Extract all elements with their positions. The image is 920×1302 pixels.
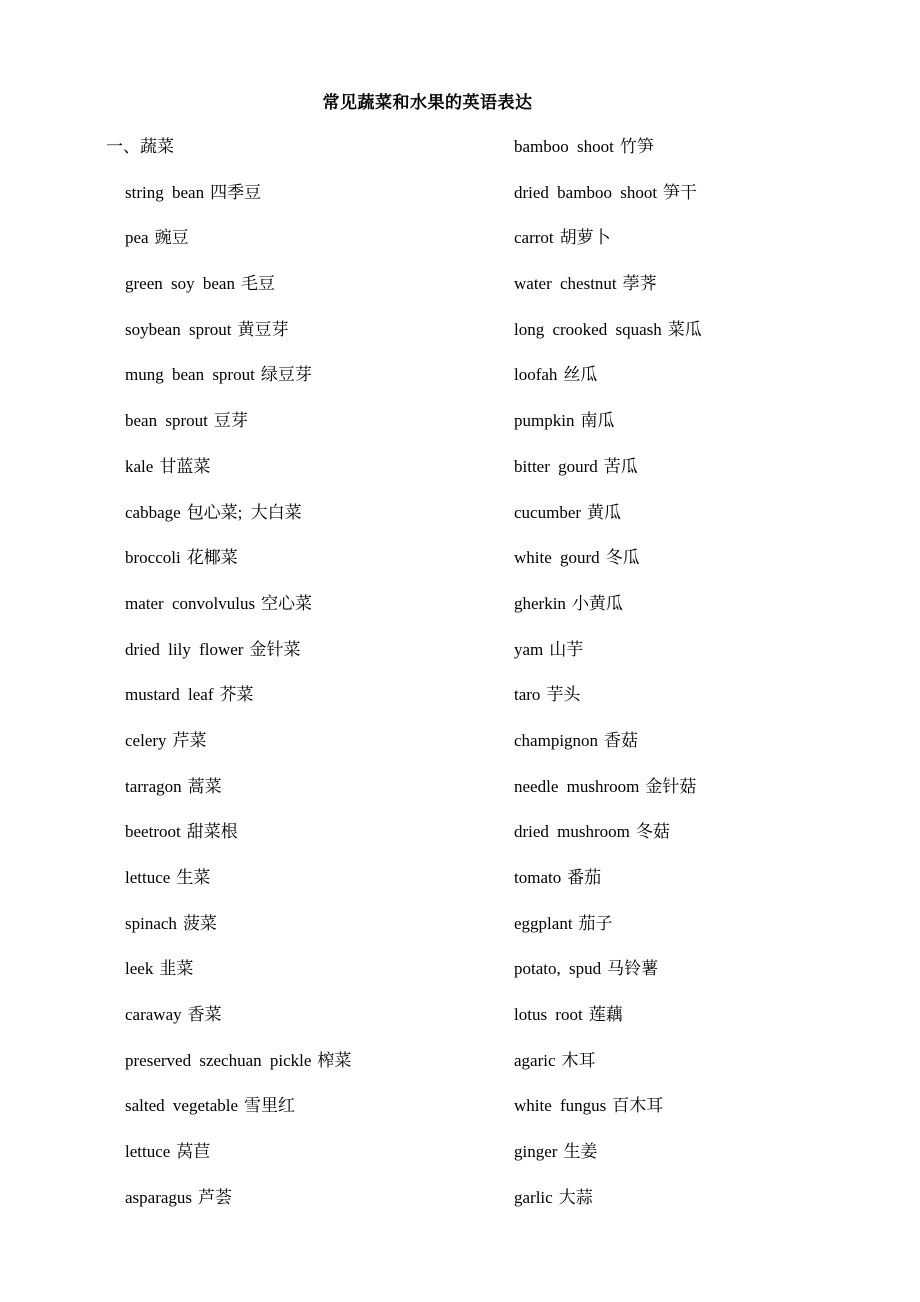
vocab-entry xyxy=(106,773,496,819)
english-term: yam xyxy=(514,639,544,659)
vocab-entry xyxy=(106,727,496,773)
chinese-term: 小黄瓜 xyxy=(571,593,623,613)
vocab-entry xyxy=(514,910,894,956)
vocab-entry xyxy=(106,361,496,407)
english-term: white gourd xyxy=(514,548,600,568)
chinese-term: 菠菜 xyxy=(182,913,217,933)
english-term: agaric xyxy=(514,1050,556,1070)
vocab-entry xyxy=(514,636,894,682)
chinese-term: 丝瓜 xyxy=(563,365,598,385)
vocab-entry xyxy=(514,316,894,362)
chinese-term: 木耳 xyxy=(561,1050,596,1070)
chinese-term: 荸荠 xyxy=(622,274,657,294)
chinese-term: 黄豆芽 xyxy=(237,319,289,339)
vocab-entry xyxy=(106,910,496,956)
chinese-term: 韭菜 xyxy=(159,959,194,979)
vocab-entry xyxy=(514,955,894,1001)
chinese-term: 包心菜; 大白菜 xyxy=(186,502,302,522)
english-term: taro xyxy=(514,685,541,705)
english-term: ginger xyxy=(514,1142,558,1162)
chinese-term: 芥菜 xyxy=(219,685,254,705)
chinese-term: 金针菇 xyxy=(645,776,697,796)
vocab-entry xyxy=(514,773,894,819)
english-term: garlic xyxy=(514,1187,553,1207)
chinese-term: 竹笋 xyxy=(619,137,654,156)
chinese-term: 南瓜 xyxy=(580,411,615,431)
chinese-term: 花椰菜 xyxy=(186,548,238,568)
vocab-entry xyxy=(514,681,894,727)
right-column xyxy=(514,133,894,1230)
vocab-entry xyxy=(106,1184,496,1230)
vocab-entry xyxy=(514,544,894,590)
vocab-entry xyxy=(514,1047,894,1093)
chinese-term: 空心菜 xyxy=(261,593,313,613)
vocab-entry xyxy=(106,453,496,499)
english-term: tomato xyxy=(514,868,562,887)
vocab-entry xyxy=(514,270,894,316)
chinese-term: 香菇 xyxy=(604,730,639,750)
english-term: pea xyxy=(125,228,149,248)
english-term: tarragon xyxy=(125,776,182,796)
english-term: gherkin xyxy=(514,593,566,613)
vocab-entry xyxy=(106,407,496,453)
vocab-entry xyxy=(106,224,496,270)
chinese-term: 苦瓜 xyxy=(603,456,638,476)
english-term: carrot xyxy=(514,228,554,248)
chinese-term: 百木耳 xyxy=(612,1096,664,1116)
english-term: cabbage xyxy=(125,502,181,522)
vocab-entry xyxy=(106,1138,496,1184)
english-term: white fungus xyxy=(514,1096,607,1116)
english-term: caraway xyxy=(125,1005,182,1025)
english-term: bean sprout xyxy=(125,411,208,431)
chinese-term: 生姜 xyxy=(563,1142,598,1162)
chinese-term: 毛豆 xyxy=(240,274,275,294)
chinese-term: 豆芽 xyxy=(213,411,248,431)
vocab-entry xyxy=(106,590,496,636)
chinese-term: 金针菜 xyxy=(249,639,301,659)
english-term: lettuce xyxy=(125,1142,171,1162)
vocab-entry xyxy=(106,1001,496,1047)
chinese-term: 蒿菜 xyxy=(187,776,222,796)
chinese-term: 马铃薯 xyxy=(607,959,659,979)
vocab-entry xyxy=(106,179,496,225)
english-term: pumpkin xyxy=(514,411,575,431)
vocab-entry xyxy=(514,1138,894,1184)
english-term: dried mushroom xyxy=(514,822,630,842)
english-term: broccoli xyxy=(125,548,181,568)
english-term: preserved szechuan pickle xyxy=(125,1050,312,1070)
chinese-term: 大蒜 xyxy=(558,1187,593,1207)
english-term: bitter gourd xyxy=(514,456,598,476)
chinese-term: 莲藕 xyxy=(588,1005,623,1025)
chinese-term: 菜瓜 xyxy=(667,319,702,339)
chinese-term: 绿豆芽 xyxy=(260,365,312,385)
vocab-entry xyxy=(106,499,496,545)
english-term: green soy bean xyxy=(125,274,235,294)
chinese-term: 胡萝卜 xyxy=(559,228,611,248)
vocab-entry xyxy=(514,224,894,270)
chinese-term: 莴苣 xyxy=(176,1142,211,1162)
english-term: celery xyxy=(125,730,167,750)
english-term: loofah xyxy=(514,365,558,385)
chinese-term: 甘蓝菜 xyxy=(159,456,211,476)
vocab-entry xyxy=(514,1092,894,1138)
english-term: lettuce xyxy=(125,868,171,887)
vocab-entry xyxy=(514,407,894,453)
chinese-term: 黄瓜 xyxy=(587,502,622,522)
english-term: string bean xyxy=(125,182,205,202)
chinese-term: 芋头 xyxy=(546,685,581,705)
chinese-term: 笋干 xyxy=(663,182,698,202)
english-term: mung bean sprout xyxy=(125,365,255,385)
chinese-term: 甜菜根 xyxy=(186,822,238,842)
vocab-entry xyxy=(514,499,894,545)
chinese-term: 番茄 xyxy=(567,868,602,887)
chinese-term: 生菜 xyxy=(176,868,211,887)
english-term: dried bamboo shoot xyxy=(514,182,658,202)
chinese-term: 冬菇 xyxy=(635,822,670,842)
english-term: mater convolvulus xyxy=(125,593,256,613)
chinese-term: 芹菜 xyxy=(172,730,207,750)
vocab-entry xyxy=(514,864,894,910)
chinese-term: 芦荟 xyxy=(198,1187,233,1207)
vocab-entry xyxy=(514,133,894,179)
vocab-entry xyxy=(106,544,496,590)
english-term: potato, spud xyxy=(514,959,602,979)
section-heading: 一、蔬菜 xyxy=(106,137,174,156)
english-term: mustard leaf xyxy=(125,685,214,705)
vocab-entry xyxy=(106,864,496,910)
vocab-entry xyxy=(106,681,496,727)
vocab-entry xyxy=(514,361,894,407)
english-term: cucumber xyxy=(514,502,582,522)
english-term: beetroot xyxy=(125,822,181,842)
english-term: asparagus xyxy=(125,1187,193,1207)
chinese-term: 四季豆 xyxy=(210,182,262,202)
vocab-entry xyxy=(514,1184,894,1230)
vocab-entry xyxy=(106,818,496,864)
english-term: spinach xyxy=(125,913,177,933)
vocab-entry xyxy=(106,636,496,682)
vocab-entry xyxy=(514,453,894,499)
chinese-term: 香菜 xyxy=(187,1005,222,1025)
chinese-term: 山芋 xyxy=(549,639,584,659)
vocab-entry xyxy=(514,590,894,636)
chinese-term: 雪里红 xyxy=(244,1096,296,1116)
chinese-term: 榨菜 xyxy=(317,1050,352,1070)
english-term: eggplant xyxy=(514,913,573,933)
english-term: leek xyxy=(125,959,154,979)
document-title: 常见蔬菜和水果的英语表达 xyxy=(322,93,533,112)
english-term: champignon xyxy=(514,730,599,750)
left-column xyxy=(106,133,496,1230)
vocab-entry xyxy=(514,727,894,773)
vocab-entry xyxy=(106,955,496,1001)
english-term: dried lily flower xyxy=(125,639,244,659)
vocab-entry xyxy=(106,1092,496,1138)
vocab-entry xyxy=(514,818,894,864)
vocab-entry xyxy=(106,1047,496,1093)
english-term: long crooked squash xyxy=(514,319,662,339)
chinese-term: 豌豆 xyxy=(154,228,189,248)
vocab-entry xyxy=(514,1001,894,1047)
english-term: needle mushroom xyxy=(514,776,640,796)
english-term: water chestnut xyxy=(514,274,617,294)
english-term: lotus root xyxy=(514,1005,583,1025)
english-term: soybean sprout xyxy=(125,319,232,339)
vocab-entry xyxy=(106,316,496,362)
english-term: kale xyxy=(125,456,154,476)
english-term: salted vegetable xyxy=(125,1096,239,1116)
english-term: bamboo shoot xyxy=(514,137,614,156)
chinese-term: 茄子 xyxy=(578,913,613,933)
chinese-term: 冬瓜 xyxy=(605,548,640,568)
vocab-entry xyxy=(106,270,496,316)
vocab-entry xyxy=(514,179,894,225)
